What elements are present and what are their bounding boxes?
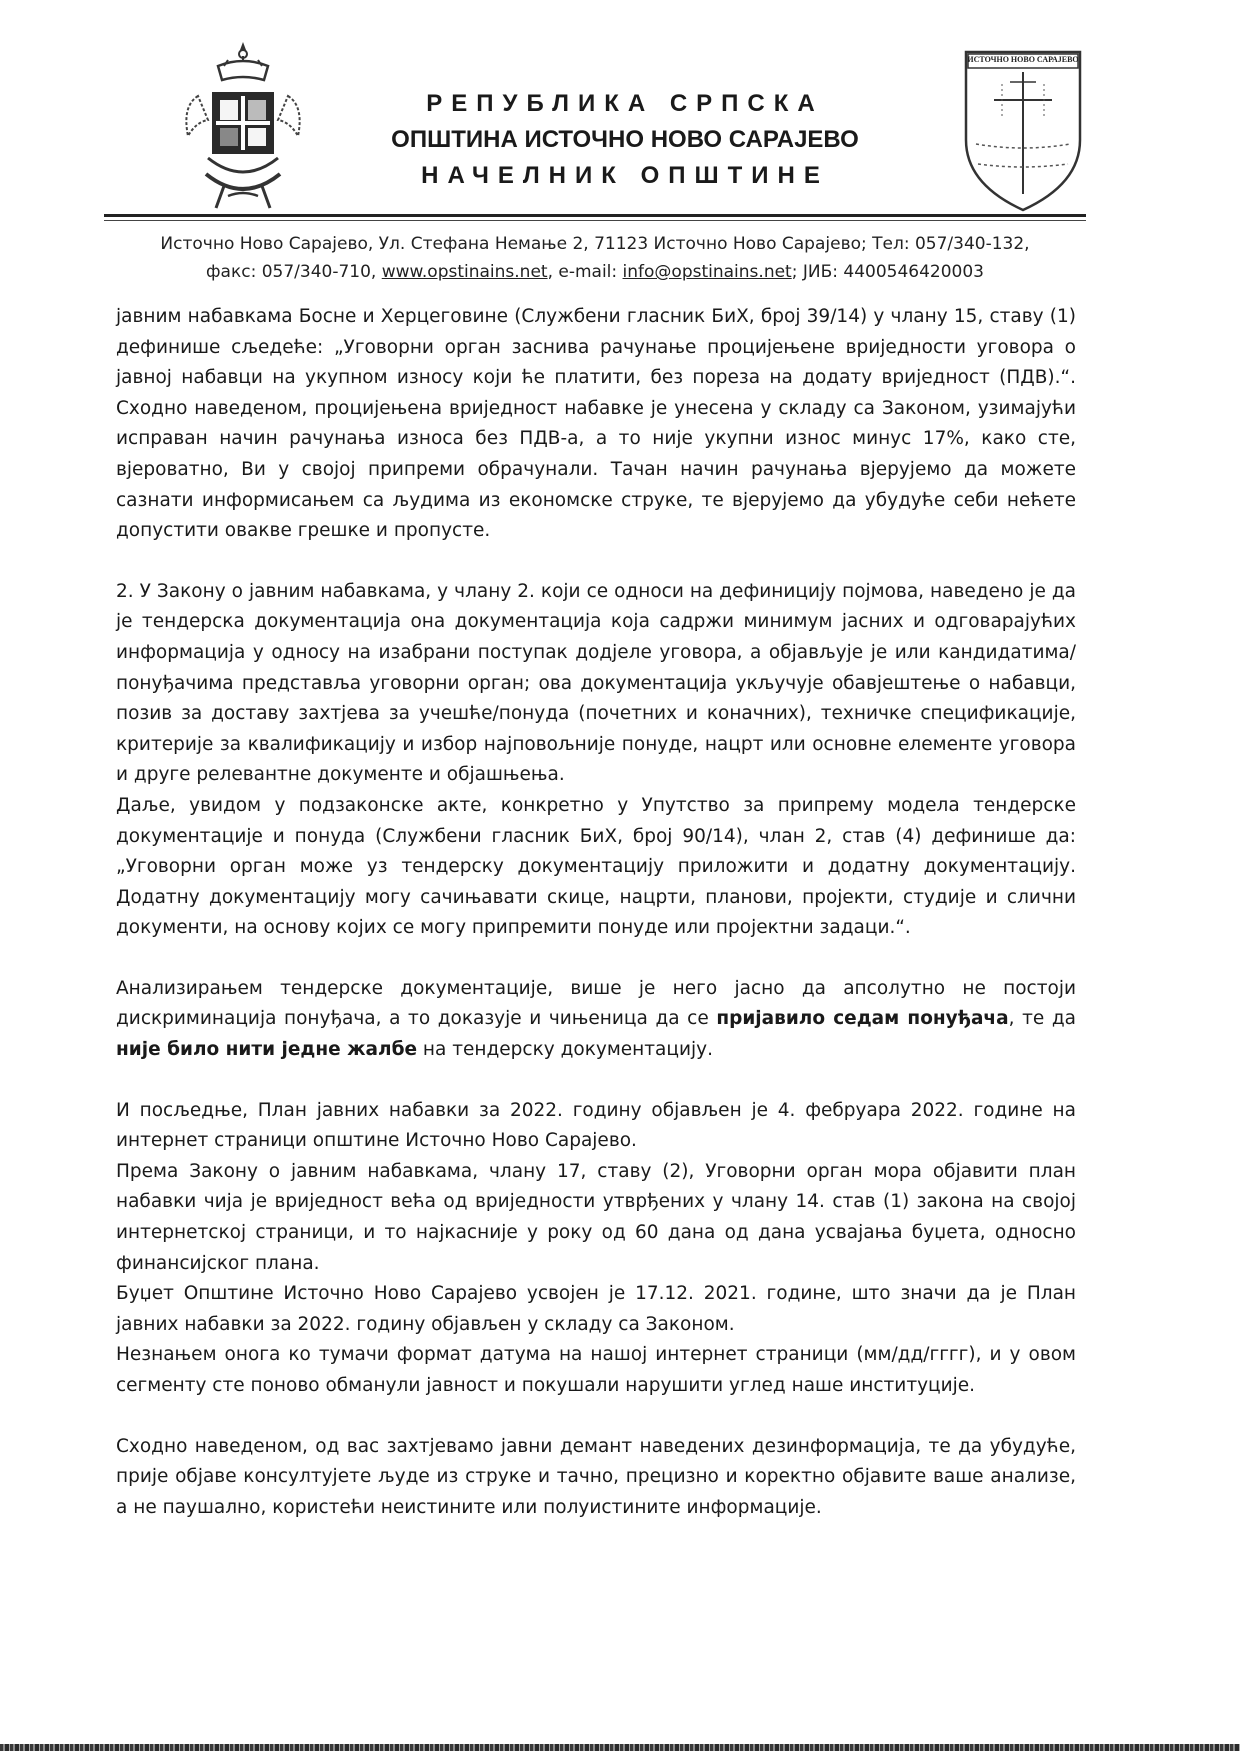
paragraph-date-format: Незнањем онога ко тумачи формат датума на нашој интернет страници (мм/дд/гггг), и у овом сегменту сте поново обманули јавност и покушали нарушити углед наше институције. [116,1344,1076,1396]
p4-text-e: на тендерску документацију. [417,1039,713,1061]
p4-text-a: Анализирањем тендерске документације, више је него јасно да апсолутно не постоји дискриминација понуђача, а то доказује и чињеница да се [116,977,1076,1030]
contact-email-label: , e-mail: [547,262,623,282]
paragraph-no-discrimination [116,974,1076,1066]
p4-bold-no-appeals: није било нити једне жалбе [116,1039,418,1061]
paragraph-bylaws: Даље, увидом у подзаконске акте, конкретно у Упутство за припрему модела тендерске документације и понуда (Службени гласник БиХ, број 90/14), члан 2, став (4) дефинише да: „Уговорни орган може уз тендерску документацију приложити и додатну документацију. Додатну документацију могу сачињавати скице, нацрти, планови, пројекти, студије и слични документи, на основу којих се могу припремити понуде или пројектни задаци.“. [116,794,1076,939]
contact-jib: ; ЈИБ: 4400546420003 [791,262,984,282]
paragraph-vat-calculation: јавним набавкама Босне и Херцеговине (Службени гласник БиХ, број 39/14) у члану 15, ставу (1) дефинише сљедеће: „Уговорни орган заснива рачунање процијењене вриједности уговора о јавној набавци на укупном износу који ће платити, без пореза на додату вриједност (ПДВ).“. Сходно наведеном, процијењена вриједност набавке је унесена у складу са Законом, узимајући исправан начин рачунања износа без ПДВ-а, а то није укупни износ минус 17%, како сте, вјероватно, Ви у својој припреми обрачунали. Тачан начин рачунања вјерујемо да можете сазнати информисањем са људима из економске струке, те вјерујемо да убудуће себи нећете допустити овакве грешке и пропусте. [116,306,1076,542]
letterhead-municipality: ОПШТИНА ИСТОЧНО НОВО САРАЈЕВО [391,126,859,153]
letterhead-titles [330,86,920,194]
website-link[interactable]: www.opstinains.net [381,262,548,282]
contact-fax: факс: 057/340-710, [206,262,382,282]
scan-edge-artifact [0,1744,1240,1751]
contact-fax-line [104,258,1086,286]
republika-srpska-emblem [168,36,318,216]
contact-address-line: Источно Ново Сарајево, Ул. Стефана Немање 2, 71123 Источно Ново Сарајево; Тел: 057/340-132, [160,234,1030,254]
letterhead-rule [104,214,1086,217]
p4-bold-seven-bidders: пријавило седам понуђача [716,1008,1009,1030]
contact-block [104,230,1086,286]
shield-banner-text: ИСТОЧНО НОВО САРАЈЕВО [967,55,1079,64]
paragraph-tender-definition: 2. У Закону о јавним набавкама, у члану 2. који се односи на дефиницију појмова, наведено је да је тендерска документација она документација која садржи минимум јасних и одговарајућих информација у односу на изабрани поступак додјеле уговора, а објављује је или кандидатима/понуђачима представља уговорни орган; ова документација укључује обавјештење о набавци, позив за доставу захтјева за учешће/понуда (почетних и коначних), техничке спецификације, критерије за квалификацију и избор најповољније понуде, нацрт или основне елементе уговора и друге релевантне документе и објашњења. [116,580,1076,786]
email-link[interactable]: info@opstinains.net [622,262,792,282]
p4-text-c: , те да [1008,1008,1076,1030]
paragraph-demand-retraction: Сходно наведеном, од вас захтјевамо јавни демант наведених дезинформација, те да убудуће, прије објаве консултујете људе из струке и тачно, прецизно и коректно објавите ваше анализе, а не паушално, користећи неистините или полуистините информације. [116,1435,1076,1518]
letterhead [0,0,1240,300]
municipality-shield-emblem [960,44,1086,214]
paragraph-law-article-17: Према Закону о јавним набавкама, члану 17, ставу (2), Уговорни орган мора објавити план набавки чија је вриједност већа од вриједности утврђених у члану 14. став (1) закона на својој интернетској страници, и то најкасније у року од 60 дана од дана усвајања буџета, односно финансијског плана. [116,1160,1076,1274]
paragraph-budget-adopted: Буџет Општине Источно Ново Сарајево усвојен је 17.12. 2021. године, што значи да је План јавних набавки за 2022. годину објављен у складу са Законом. [116,1283,1076,1335]
letterhead-republic: РЕПУБЛИКА СРПСКА [426,90,824,117]
letterhead-rule-thin [104,220,1086,221]
letter-body [116,302,1076,1523]
paragraph-procurement-plan: И посљедње, План јавних набавки за 2022. годину објављен је 4. фебруара 2022. године на интернет страници општине Источно Ново Сарајево. [116,1099,1076,1152]
letterhead-office: НАЧЕЛНИК ОПШТИНЕ [421,162,829,189]
